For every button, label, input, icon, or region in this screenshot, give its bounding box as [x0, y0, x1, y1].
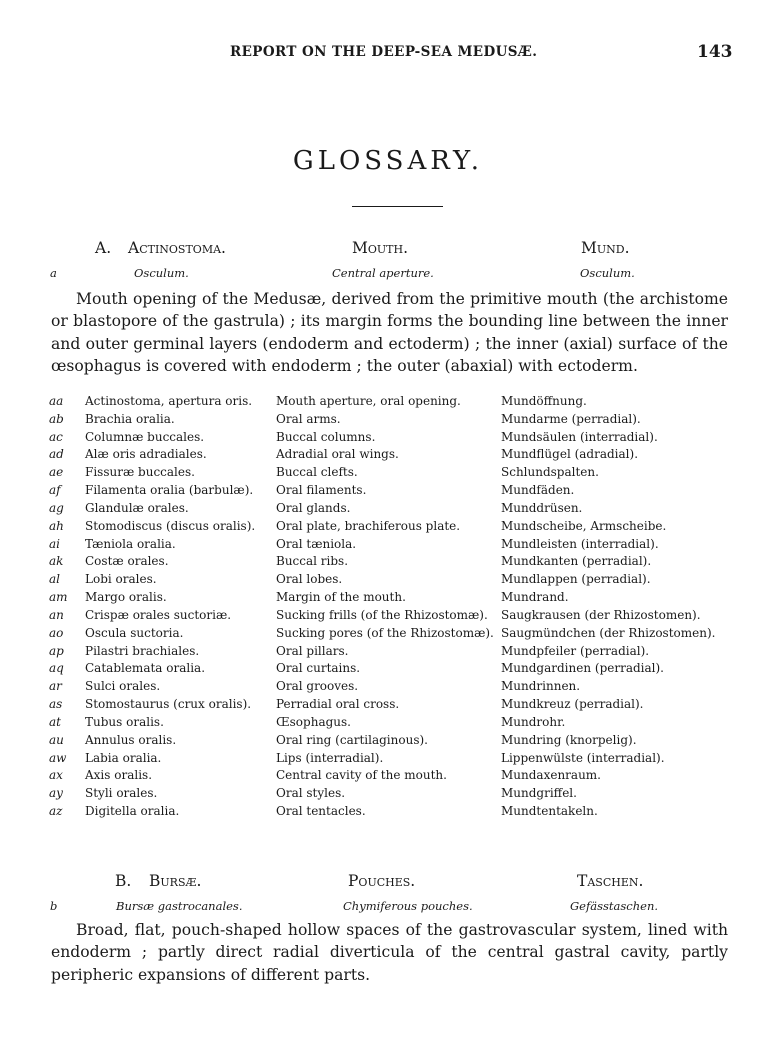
section-b-sub-latin: Bursæ gastrocanales.: [116, 899, 243, 913]
term-english: Perradial oral cross.: [276, 697, 400, 712]
term-english: Oral lobes.: [276, 572, 343, 587]
term-key: as: [49, 697, 63, 712]
term-key: at: [49, 714, 61, 729]
section-a-sub-german: Osculum.: [580, 266, 635, 280]
term-key: ad: [49, 447, 64, 462]
term-german: Mundrand.: [501, 590, 569, 605]
term-key: ag: [49, 500, 64, 515]
term-english: Oral arms.: [276, 411, 341, 426]
term-english: Oral tentacles.: [276, 804, 366, 819]
term-latin: Fissuræ buccales.: [85, 465, 195, 480]
term-english: Œsophagus.: [276, 714, 351, 729]
term-german: Mundkanten (perradial).: [501, 554, 652, 569]
section-b-german-heading: Taschen.: [577, 872, 644, 890]
term-key: ao: [49, 625, 64, 640]
term-english: Sucking pores (of the Rhizostomæ).: [276, 625, 494, 640]
section-a-key: a: [50, 266, 57, 280]
term-latin: Catablemata oralia.: [85, 661, 206, 676]
term-german: Mundtentakeln.: [501, 804, 598, 819]
term-german: Mundpfeiler (perradial).: [501, 643, 650, 658]
term-german: Schlundspalten.: [501, 465, 599, 480]
term-latin: Annulus oralis.: [85, 732, 177, 747]
term-german: Mundrohr.: [501, 714, 566, 729]
term-english: Buccal clefts.: [276, 465, 358, 480]
term-german: Mundfäden.: [501, 483, 575, 498]
term-key: ap: [49, 643, 64, 658]
term-english: Sucking frills (of the Rhizostomæ).: [276, 607, 488, 622]
term-german: Mundring (knorpelig).: [501, 732, 637, 747]
term-latin: Glandulæ orales.: [85, 500, 189, 515]
term-key: ai: [49, 536, 60, 551]
section-a-description: Mouth opening of the Medusæ, derived from the primitive mouth (the archistome or blastopore of the gastrula) ; its margin forms the bounding line between the inner and outer germinal layers (endoderm and ectoderm) ; the inner (axial) surface of the œsophagus is covered with endoderm ; the outer (abaxial) with ectoderm.: [51, 290, 728, 375]
term-german: Mundsäulen (interradial).: [501, 429, 658, 444]
term-english: Buccal ribs.: [276, 554, 349, 569]
term-key: am: [49, 590, 68, 605]
term-latin: Filamenta oralia (barbulæ).: [85, 483, 254, 498]
section-a-sub-english: Central aperture.: [332, 266, 434, 280]
term-latin: Actinostoma, apertura oris.: [85, 394, 253, 408]
term-key: an: [49, 607, 64, 622]
term-latin: Stomostaurus (crux oralis).: [85, 697, 252, 712]
term-key: az: [49, 804, 63, 819]
term-latin: Costæ orales.: [85, 554, 169, 569]
term-german: Mundrinnen.: [501, 679, 581, 694]
term-english: Central cavity of the mouth.: [276, 768, 447, 783]
term-english: Oral pillars.: [276, 643, 349, 658]
section-b-letter: B.: [115, 872, 132, 890]
term-german: Mundkreuz (perradial).: [501, 697, 644, 712]
term-german: Mundscheibe, Armscheibe.: [501, 518, 667, 533]
term-english: Oral plate, brachiferous plate.: [276, 518, 461, 533]
section-a-english-heading: Mouth.: [352, 239, 409, 257]
term-english: Adradial oral wings.: [276, 447, 399, 462]
term-english: Lips (interradial).: [276, 750, 384, 765]
term-key: aq: [49, 661, 64, 676]
page-number: 143: [697, 42, 733, 62]
running-head: REPORT ON THE DEEP-SEA MEDUSÆ.: [230, 44, 538, 60]
term-key: ae: [49, 465, 64, 480]
glossary-title: GLOSSARY.: [292, 146, 484, 176]
section-b-key: b: [50, 899, 58, 913]
section-b-sub-english: Chymiferous pouches.: [343, 899, 473, 913]
term-latin: Stomodiscus (discus oralis).: [85, 518, 256, 533]
term-latin: Lobi orales.: [85, 572, 157, 587]
term-german: Mundgardinen (perradial).: [501, 661, 664, 676]
section-b-english-heading: Pouches.: [348, 872, 416, 890]
term-latin: Columnæ buccales.: [85, 429, 205, 444]
term-key: ax: [49, 768, 63, 783]
term-latin: Digitella oralia.: [85, 804, 180, 819]
term-latin: Margo oralis.: [85, 590, 167, 605]
term-key: ay: [49, 786, 63, 801]
section-a-german-heading: Mund.: [581, 239, 630, 257]
term-german: Lippenwülste (interradial).: [501, 750, 665, 765]
term-english: Oral filaments.: [276, 483, 367, 498]
term-latin: Alæ oris adradiales.: [85, 447, 207, 462]
term-key: ah: [49, 518, 64, 533]
section-a-latin-heading: Actinostoma.: [128, 239, 226, 257]
term-latin: Pilastri brachiales.: [85, 643, 200, 658]
section-a-sub-latin: Osculum.: [134, 266, 189, 280]
term-english: Oral tæniola.: [276, 536, 357, 551]
term-key: aw: [49, 750, 67, 765]
term-english: Oral styles.: [276, 786, 346, 801]
term-latin: Tubus oralis.: [85, 714, 164, 729]
term-german: Mundleisten (interradial).: [501, 536, 659, 551]
term-key: ar: [49, 679, 62, 694]
term-german: Saugmündchen (der Rhizostomen).: [501, 625, 716, 640]
term-key: ak: [49, 554, 64, 569]
term-key: au: [49, 732, 64, 747]
term-german: Mundarme (perradial).: [501, 411, 641, 426]
term-german: Mundöffnung.: [501, 394, 587, 408]
term-german: Mundgriffel.: [501, 786, 577, 801]
term-english: Oral glands.: [276, 500, 351, 515]
section-a-letter: A.: [95, 239, 112, 257]
term-english: Oral ring (cartilaginous).: [276, 732, 428, 747]
term-key: aa: [49, 394, 64, 408]
term-latin: Axis oralis.: [85, 768, 153, 783]
term-english: Oral curtains.: [276, 661, 361, 676]
term-german: Munddrüsen.: [501, 500, 583, 515]
term-german: Mundflügel (adradial).: [501, 447, 639, 462]
term-german: Mundlappen (perradial).: [501, 572, 651, 587]
term-latin: Tæniola oralia.: [85, 536, 176, 551]
term-latin: Oscula suctoria.: [85, 625, 184, 640]
term-latin: Brachia oralia.: [85, 411, 175, 426]
term-english: Mouth aperture, oral opening.: [276, 394, 461, 408]
term-english: Oral grooves.: [276, 679, 359, 694]
section-b-latin-heading: Bursæ.: [149, 872, 202, 890]
term-key: ab: [49, 411, 64, 426]
term-latin: Labia oralia.: [85, 750, 162, 765]
term-latin: Crispæ orales suctoriæ.: [85, 607, 232, 622]
term-german: Mundaxenraum.: [501, 768, 601, 783]
section-b-sub-german: Gefässtaschen.: [570, 899, 659, 913]
term-latin: Styli orales.: [85, 786, 158, 801]
term-latin: Sulci orales.: [85, 679, 161, 694]
section-b-description: Broad, flat, pouch-shaped hollow spaces of the gastrovascular system, lined with endoderm ; partly direct radial diverticula of the central gastral cavity, partly peripheric expansions of different parts.: [51, 921, 728, 984]
term-key: al: [49, 572, 60, 587]
term-key: ac: [49, 429, 63, 444]
title-divider: [352, 206, 443, 207]
term-english: Margin of the mouth.: [276, 590, 406, 605]
term-german: Saugkrausen (der Rhizostomen).: [501, 607, 701, 622]
term-english: Buccal columns.: [276, 429, 376, 444]
term-key: af: [49, 483, 61, 498]
